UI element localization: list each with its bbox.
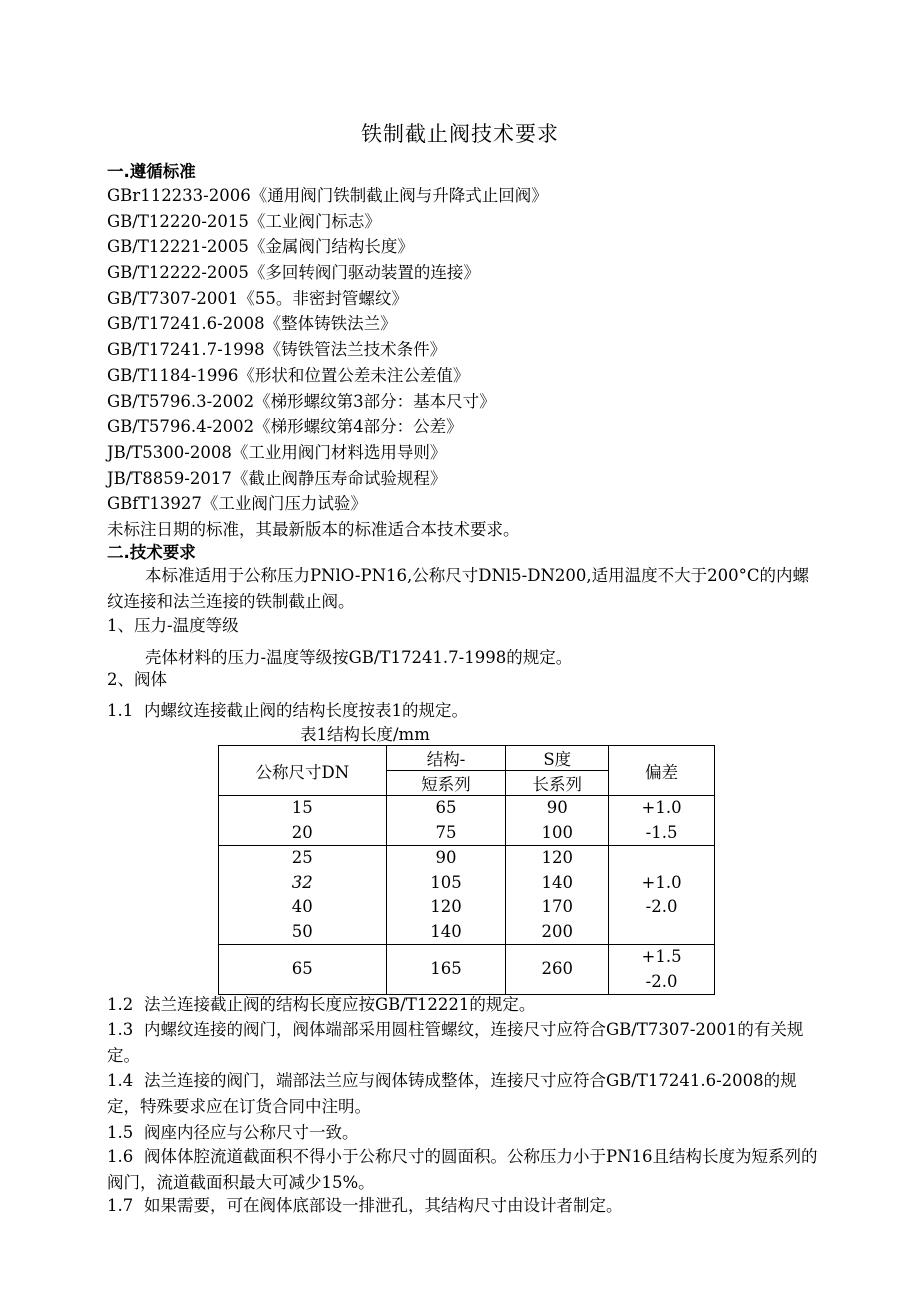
clause-1-2: [107, 992, 825, 1018]
short-value: 140: [430, 921, 462, 941]
short-value: 65: [435, 798, 457, 817]
short-value: 105: [430, 872, 462, 892]
clause-1-6: [107, 1144, 825, 1195]
header-group-left: 结构-: [386, 746, 506, 771]
clause-1-5: [107, 1120, 825, 1146]
section2-heading: 二.技术要求: [107, 543, 196, 562]
scope-paragraph: 本标准适用于公称压力PNlO-PN16,公称尺寸DNl5-DN200,适用温度不大于200°C的内螺纹连接和法兰连接的铁制截止阀。: [107, 566, 810, 611]
standard-item: GBr112233-2006《通用阀门铁制截止阀与升降式止回阀》: [107, 186, 548, 205]
short-value: 75: [435, 822, 457, 842]
clause-1-4: [107, 1068, 825, 1119]
short-value: 165: [430, 959, 462, 979]
long-value: 200: [541, 921, 573, 941]
short-value: 120: [430, 897, 462, 916]
table-caption: 表1结构长度/mm: [300, 725, 430, 744]
clause-1-1: [107, 698, 468, 724]
header-tolerance: 偏差: [609, 746, 715, 796]
dn-value: 25: [291, 848, 313, 867]
dn-value: 20: [291, 822, 313, 842]
long-value: 120: [541, 848, 573, 867]
table-row: [219, 796, 715, 846]
clause-number: 1.2: [107, 995, 134, 1014]
clause-number: 1.3: [107, 1020, 134, 1039]
clause-text: 法兰连接截止阀的结构长度应按GB/T12221的规定。: [144, 995, 536, 1014]
standards-list: [107, 183, 548, 543]
tolerance-value: -2.0: [645, 897, 678, 916]
tolerance-value: -2.0: [645, 971, 678, 991]
table-row: [219, 945, 715, 995]
clause-text: 阀座内径应与公称尺寸一致。: [144, 1123, 359, 1142]
dn-value: 50: [291, 921, 313, 941]
standard-item: GB/T12222-2005《多回转阀门驱动装置的连接》: [107, 263, 480, 283]
structure-length-table: [218, 745, 715, 995]
standard-item: GB/T12220-2015《工业阀门标志》: [107, 211, 381, 231]
long-value: 90: [546, 798, 568, 817]
standard-item: GB/T17241.6-2008《整体铸铁法兰》: [107, 314, 397, 334]
tolerance-value: +1.0: [641, 798, 682, 817]
section1-heading: 一.遵循标准: [107, 162, 196, 181]
dn-value: 15: [291, 798, 313, 817]
short-value: 90: [435, 848, 457, 867]
clause-number: 1.6: [107, 1147, 134, 1166]
standards-note: 未标注日期的标准，其最新版本的标准适合本技术要求。: [107, 519, 520, 539]
clause-number: 1.7: [107, 1196, 134, 1215]
standard-item: JB/T8859-2017《截止阀静压寿命试验规程》: [107, 468, 447, 488]
header-group-right: S度: [506, 746, 609, 771]
subsection-pressure-temperature: 1、压力-温度等级: [107, 616, 239, 635]
standard-item: GB/T17241.7-1998《铸铁管法兰技术条件》: [107, 340, 447, 360]
dn-value: 40: [291, 897, 313, 916]
clause-text: 内螺纹连接的阀门，阀体端部采用圆柱管螺纹，连接尺寸应符合GB/T7307-2001的有关规定。: [107, 1020, 804, 1065]
standard-item: JB/T5300-2008《工业用阀门材料选用导则》: [107, 442, 447, 462]
standard-item: GB/T12221-2005《金属阀门结构长度》: [107, 237, 414, 257]
long-value: 260: [541, 959, 573, 979]
long-value: 170: [541, 897, 573, 916]
dn-value: 32: [291, 872, 313, 892]
clause-1-7: [107, 1193, 825, 1219]
clause-text: 内螺纹连接截止阀的结构长度按表1的规定。: [144, 701, 468, 720]
standard-item: GB/T5796.4-2002《梯形螺纹第4部分：公差》: [107, 417, 463, 437]
header-short-series: 短系列: [386, 771, 506, 796]
standard-item: GB/T5796.3-2002《梯形螺纹第3部分：基本尺寸》: [107, 391, 496, 411]
standard-item: GBfT13927《工业阀门压力试验》: [107, 494, 367, 514]
pressure-temperature-text: 壳体材料的压力-温度等级按GB/T17241.7-1998的规定。: [145, 648, 573, 667]
dn-value: 65: [291, 959, 313, 979]
tolerance-value: +1.5: [641, 947, 682, 966]
clause-number: 1.1: [107, 701, 134, 720]
standard-item: GB/T1184-1996《形状和位置公差未注公差值》: [107, 365, 470, 385]
tolerance-value: -1.5: [645, 822, 678, 842]
header-nominal-size: 公称尺寸DN: [219, 746, 387, 796]
document-title: 铁制截止阀技术要求: [361, 122, 559, 146]
long-value: 100: [541, 822, 573, 842]
long-value: 140: [541, 872, 573, 892]
clause-number: 1.5: [107, 1123, 134, 1142]
clause-text: 法兰连接的阀门，端部法兰应与阀体铸成整体，连接尺寸应符合GB/T17241.6-2008的规定，特殊要求应在订货合同中注明。: [107, 1071, 797, 1116]
tolerance-value: +1.0: [641, 872, 682, 892]
table-row: [219, 846, 715, 945]
header-long-series: 长系列: [506, 771, 609, 796]
clause-text: 阀体体腔流道截面积不得小于公称尺寸的圆面积。公称压力小于PN16且结构长度为短系列的阀门，流道截面积最大可减少15%。: [107, 1147, 818, 1192]
subsection-valve-body: 2、阀体: [107, 670, 167, 689]
clause-number: 1.4: [107, 1071, 134, 1090]
clause-1-3: [107, 1017, 825, 1068]
clause-text: 如果需要，可在阀体底部设一排泄孔，其结构尺寸由设计者制定。: [144, 1196, 623, 1215]
standard-item: GB/T7307-2001《55。非密封管螺纹》: [107, 288, 408, 308]
